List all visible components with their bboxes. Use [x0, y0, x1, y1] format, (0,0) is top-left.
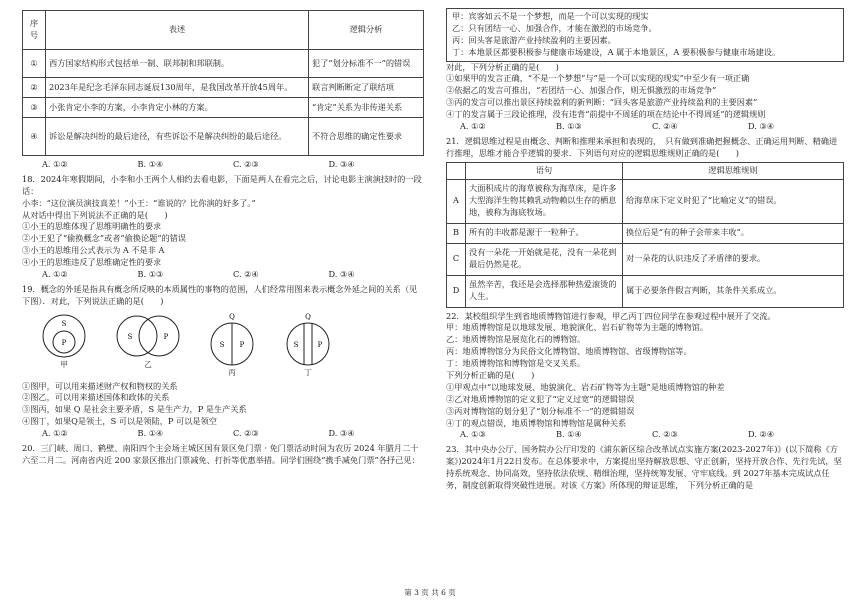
- option[interactable]: C. ②③: [652, 429, 678, 440]
- table-cell: 所有的丰收都是源于一粒种子。: [466, 223, 623, 243]
- q18-item: ④小王的思维违反了思维确定性的要求: [22, 257, 162, 268]
- opinion: 丁：本地景区都要积极参与健康市场建设，A 属于本地景区，A 要积极参与健康市场建设。: [452, 46, 781, 57]
- opinion: 丙：回头客是旅游产业持续盈利的主要因素。: [452, 34, 616, 45]
- logic-rule-table: [446, 162, 844, 308]
- venn-caption: 乙: [144, 359, 152, 369]
- q18-stem: 18．2024年寒假期间，小李和小王两个人相约去看电影，下面是两人在看完之后，讨论电影主演演技时的一段话：: [22, 173, 422, 196]
- q18-item: ②小王犯了“偷换概念”或者“偷换论题”的错误: [22, 233, 187, 244]
- option[interactable]: B. ①③: [137, 269, 164, 280]
- venn-caption: 丁: [304, 367, 312, 377]
- q20-options: [446, 121, 844, 133]
- option[interactable]: B. ①③: [556, 121, 582, 132]
- q22-talk: 丁：地质博物馆和博物馆是交叉关系。: [446, 358, 586, 369]
- option[interactable]: A. ①②: [42, 269, 68, 280]
- option[interactable]: D. ③④: [748, 121, 775, 132]
- q22-item: ③丙对博物馆的划分犯了“划分标准不一”的逻辑错误: [446, 405, 635, 416]
- table-cell: ①: [23, 50, 46, 78]
- opinion: 乙：只有团结一心、加强合作，才能在激烈的市场竞争。: [452, 22, 657, 33]
- q18-item: ①小王的思维体现了思维明确性的要求: [22, 221, 162, 232]
- q22-item: ②乙对地质博物馆的定义犯了“定义过宽”的逻辑错误: [446, 393, 635, 404]
- q19-stem: 19．概念的外延是指具有概念所反映的本质属性的事物的范围，人们经常用图来表示概念外延之间的关系（见下图）．对此，下列说法正确的是( ): [22, 283, 418, 306]
- q19-item: ②图乙，可以用来描述国体和政体的关系: [22, 392, 170, 403]
- table-cell: 小张肯定小李的方案，小李肯定小林的方案。: [46, 98, 309, 118]
- venn-label-s: S: [127, 332, 133, 341]
- question-21: [446, 136, 844, 308]
- table-cell: 联言判断断定了联结项: [309, 78, 424, 98]
- option[interactable]: C. ②④: [233, 269, 259, 280]
- page-footer: 第 3 页 共 6 页: [404, 588, 456, 598]
- q19-item: ③图丙，如果 Q 是社会主要矛盾，S 是生产力，P 是生产关系: [22, 404, 247, 415]
- q18-options: [22, 269, 424, 281]
- q22-options: [446, 429, 844, 441]
- venn-label-q: Q: [229, 312, 235, 321]
- option[interactable]: C. ②④: [652, 121, 678, 132]
- question-18: [22, 174, 424, 281]
- q20-stem: 20．三门峡、周口、鹤壁、南阳四个主会场主城区国有景区免门票 · 免门票活动时间为农历 2024 年腊月二十六至二月二。河南省内近 200 家景区推出门票减免、打折等优惠举措。同学们围绕“携手减免门票”各抒己见：: [22, 443, 420, 465]
- q20-item: ④丁的发言属于三段论推理，没有违背“前提中不周延的项在结论中不得周延”的逻辑规则: [446, 109, 766, 120]
- venn-caption: 丙: [228, 367, 236, 377]
- option[interactable]: D. ③④: [328, 159, 355, 169]
- table-cell: 西方国家结构形式包括单一制、联邦制和邦联制。: [46, 50, 309, 78]
- table-cell: ③: [23, 98, 46, 118]
- q22-item: ①甲观点中“以地球发展、地貌演化、岩石矿物等为主题”是地质博物馆的种差: [446, 381, 725, 392]
- venn-label-p: P: [163, 332, 169, 341]
- q22-talk: 甲：地质博物馆是以地球发展、地貌演化、岩石矿物等为主题的博物馆。: [446, 322, 709, 333]
- table-cell: 给海草床下定义时犯了“比喻定义”的错误。: [623, 179, 844, 223]
- venn-label-p: P: [239, 340, 245, 349]
- option[interactable]: D. ③④: [328, 428, 355, 439]
- venn-label-p: P: [317, 340, 323, 349]
- question-19: [22, 284, 424, 440]
- venn-label-p: P: [61, 338, 67, 347]
- option[interactable]: C. ②③: [233, 159, 259, 169]
- table-cell: B: [447, 223, 466, 243]
- venn-label-s: S: [61, 319, 67, 328]
- table-cell: 属于必要条件假言判断，其条件关系成立。: [623, 275, 844, 307]
- option[interactable]: A. ①③: [460, 429, 486, 440]
- table-head-statement: 表述: [46, 11, 309, 50]
- opinion: 甲：宾客如云不是一个梦想，而是一个可以实现的现实: [452, 11, 649, 21]
- q18-dialogue: 小李：“这位演员演技真差！”小王：“谁说的？比你演的好多了。”: [22, 197, 256, 208]
- venn-label-s: S: [293, 340, 299, 349]
- q22-item: ④丁的观点错误，地质博物馆和博物馆是属种关系: [446, 417, 627, 428]
- table-cell: 虽然辛苦，我还是会选择那种热爱滚烫的人生。: [466, 275, 623, 307]
- table-cell: D: [447, 275, 466, 307]
- table-cell: 2023年是纪念毛泽东同志诞辰130周年，是我国改革开放45周年。: [46, 78, 309, 98]
- table-cell: 没有一朵花一开始就是花，没有一朵花到最后仍然是花。: [466, 243, 623, 275]
- table-cell: 对一朵花的认识违反了矛盾律的要求。: [623, 243, 844, 275]
- q20-opinions-box: [446, 8, 844, 62]
- option[interactable]: B. ①④: [556, 429, 582, 440]
- option[interactable]: B. ①④: [137, 159, 164, 169]
- q20-item: ③丙的发言可以推出景区持续盈利的新判断：“回头客是旅游产业持续盈利的主要因素”: [446, 97, 758, 108]
- q18-item: ③小王的思维用公式表示为 A 不是非 A: [22, 245, 165, 256]
- q22-talk: 乙：地质博物馆是展览化石的博物馆。: [446, 334, 586, 345]
- right-column: [446, 0, 844, 492]
- q19-options: [22, 428, 424, 440]
- q19-item: ④图丁，如果Q是领土，S 可以是领陆，P 可以是领空: [22, 416, 217, 427]
- left-column: [22, 0, 424, 467]
- q23-stem: 23．其中央办公厅、国务院办公厅印发的《浦东新区综合改革试点实施方案(2023-2027年)》(以下简称《方案》)2024年1月22日发布。在总体要求中，方案提出坚持解放思想、守正创新，坚持开放合作、先行先试，坚持系统观念、协同高效，坚持依法依规、精细治理，坚持统筹发展、守牢底线。到 2027年基本完成试点任务，制度创新取得突破性进展。对该《方案》所体现的辩证思维， 下列分析正确的是: [446, 444, 842, 491]
- table-cell: C: [447, 243, 466, 275]
- table-cell: 大面积成片的海草被称为海草床，是许多大型海洋生物其赖乳动物赖以生存的栖息地，被称为海底牧场。: [466, 179, 623, 223]
- option[interactable]: B. ①④: [137, 428, 164, 439]
- q17-options: [22, 159, 424, 171]
- q22-stem: 22．某校组织学生到省地质博物馆进行参观，甲乙丙丁四位同学在参观过程中展开了交流。: [446, 310, 776, 321]
- option[interactable]: D. ②④: [748, 429, 775, 440]
- q20-item: ②依据乙的发言可推出，“若团结一心、加强合作，则无惧激烈的市场竞争”: [446, 85, 717, 96]
- table-head-rule: 逻辑思维规则: [623, 162, 844, 179]
- option[interactable]: D. ③④: [328, 269, 355, 280]
- venn-jia: [36, 312, 92, 379]
- table-cell: 换位后是“有的种子会带来丰收”。: [623, 223, 844, 243]
- q22-talk: 丙：地质博物馆分为民俗文化博物馆、地质博物馆、省级博物馆等。: [446, 346, 692, 357]
- table-cell: A: [447, 179, 466, 223]
- table-head-sentence: 语句: [466, 162, 623, 179]
- table-head-index: 序号: [23, 11, 46, 50]
- venn-ding: [280, 312, 336, 379]
- table-cell: ④: [23, 118, 46, 156]
- question-20: [22, 443, 424, 467]
- option[interactable]: C. ②③: [233, 428, 259, 439]
- table-head-analysis: 逻辑分析: [309, 11, 424, 50]
- venn-yi: [112, 312, 184, 379]
- venn-bing: [204, 312, 260, 379]
- option[interactable]: A. ①②: [42, 428, 68, 439]
- venn-diagrams: [36, 312, 336, 379]
- table-cell: 犯了“划分标准不一”的错误: [309, 50, 424, 78]
- q21-stem: 21．逻辑思维过程是由概念、判断和推理来承担和表现的， 只有做到准确把握概念、正确运用判断、精确进行推理，思维才能合乎逻辑的要求．下列语句对应的逻辑思维规则正确的是( ): [446, 135, 838, 158]
- question-22: [446, 311, 844, 442]
- q19-item: ①图甲，可以用来描述财产权和物权的关系: [22, 380, 178, 391]
- table-cell: 诉讼是解决纠纷的最后途径，有些诉讼不是解决纠纷的最后途径。: [46, 118, 309, 156]
- q20-item: ①如果甲的发言正确，“不是一个梦想”与“是一个可以实现的现实”中至少有一项正确: [446, 73, 750, 84]
- venn-label-q: Q: [305, 312, 311, 321]
- question-23: [446, 444, 844, 492]
- venn-label-s: S: [219, 340, 225, 349]
- q22-ask: 下列分析正确的是( ): [446, 370, 535, 381]
- table-cell: “肯定”关系为非传递关系: [309, 98, 424, 118]
- analysis-table: [22, 10, 424, 156]
- table-head: [447, 162, 466, 179]
- q18-ask: 从对话中得出下列说法不正确的是( ): [22, 209, 168, 220]
- table-cell: 不符合思维的确定性要求: [309, 118, 424, 156]
- option[interactable]: A. ①②: [42, 159, 68, 169]
- q20-ask: 对此，下列分析正确的是( ): [446, 61, 559, 72]
- table-cell: ②: [23, 78, 46, 98]
- venn-caption: 甲: [60, 359, 68, 369]
- option[interactable]: A. ①②: [460, 121, 486, 132]
